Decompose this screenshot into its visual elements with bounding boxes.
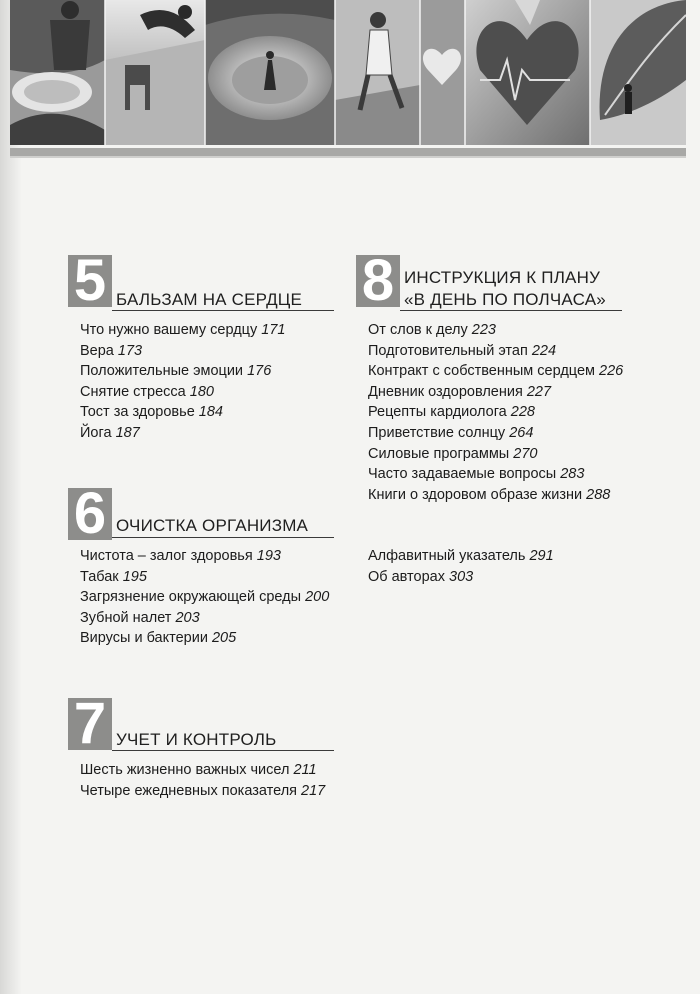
- chapter-toc: [80, 320, 285, 444]
- toc-entry[interactable]: Табак 195: [80, 568, 147, 585]
- chapter-title: УЧЕТ И КОНТРОЛЬ: [116, 730, 277, 749]
- toc-entry[interactable]: Йога 187: [80, 424, 140, 441]
- toc-entry[interactable]: Тост за здоровье 184: [80, 404, 223, 421]
- chapter-number-box: 6: [68, 488, 112, 540]
- toc-entry[interactable]: Дневник оздоровления 227: [368, 383, 552, 400]
- chapter-title-rule: [112, 537, 334, 538]
- toc-entry[interactable]: Контракт с собственным сердцем 226: [368, 363, 624, 380]
- chapter-title-rule: [112, 750, 334, 751]
- illustration-strip-icon: [10, 0, 686, 145]
- toc-entry[interactable]: От слов к делу 223: [368, 322, 496, 338]
- toc-entry[interactable]: Алфавитный указатель 291: [368, 548, 554, 564]
- banner-rule: [10, 148, 686, 156]
- chapter-number-box: 8: [356, 255, 400, 307]
- toc-entry[interactable]: Книги о здоровом образе жизни 288: [368, 486, 611, 503]
- banner-rule-thin: [10, 156, 686, 158]
- toc-entry[interactable]: Часто задаваемые вопросы 283: [368, 466, 585, 483]
- toc-entry[interactable]: Силовые программы 270: [368, 445, 538, 462]
- chapter-number-box: 5: [68, 255, 112, 307]
- chapter-title-rule: [112, 310, 334, 311]
- toc-entry[interactable]: Положительные эмоции 176: [80, 363, 272, 380]
- chapter-toc: [80, 546, 329, 649]
- toc-entry[interactable]: Вирусы и бактерии 205: [80, 630, 237, 647]
- toc-entry[interactable]: Шесть жизненно важных чисел 211: [80, 762, 317, 778]
- chapter-title: ОЧИСТКА ОРГАНИЗМА: [116, 516, 309, 535]
- toc-entry[interactable]: Приветствие солнцу 264: [368, 424, 534, 441]
- chapter-title: БАЛЬЗАМ НА СЕРДЦЕ: [116, 290, 303, 309]
- chapter-title-line-2: «В ДЕНЬ ПО ПОЛЧАСА»: [404, 290, 606, 309]
- toc-entry[interactable]: Рецепты кардиолога 228: [368, 404, 535, 421]
- chapter-number-box: 7: [68, 698, 112, 750]
- toc-entry[interactable]: Зубной налет 203: [80, 609, 200, 626]
- illustration-banner: [10, 0, 686, 145]
- toc-entry[interactable]: Что нужно вашему сердцу 171: [80, 322, 286, 338]
- toc-entry[interactable]: Загрязнение окружающей среды 200: [80, 589, 330, 606]
- toc-entry[interactable]: Об авторах 303: [368, 568, 474, 585]
- toc-entry[interactable]: Чистота – залог здоровья 193: [80, 548, 281, 564]
- chapter-toc: [368, 320, 623, 505]
- toc-entry[interactable]: Подготовительный этап 224: [368, 342, 557, 359]
- toc-entry[interactable]: Вера 173: [80, 342, 143, 359]
- chapter-toc: [80, 760, 325, 801]
- toc-entry[interactable]: Четыре ежедневных показателя 217: [80, 782, 326, 799]
- appendix-toc: [368, 546, 554, 587]
- chapter-title-rule: [400, 310, 622, 311]
- toc-entry[interactable]: Снятие стресса 180: [80, 383, 214, 400]
- chapter-title-line-1: ИНСТРУКЦИЯ К ПЛАНУ: [404, 268, 601, 287]
